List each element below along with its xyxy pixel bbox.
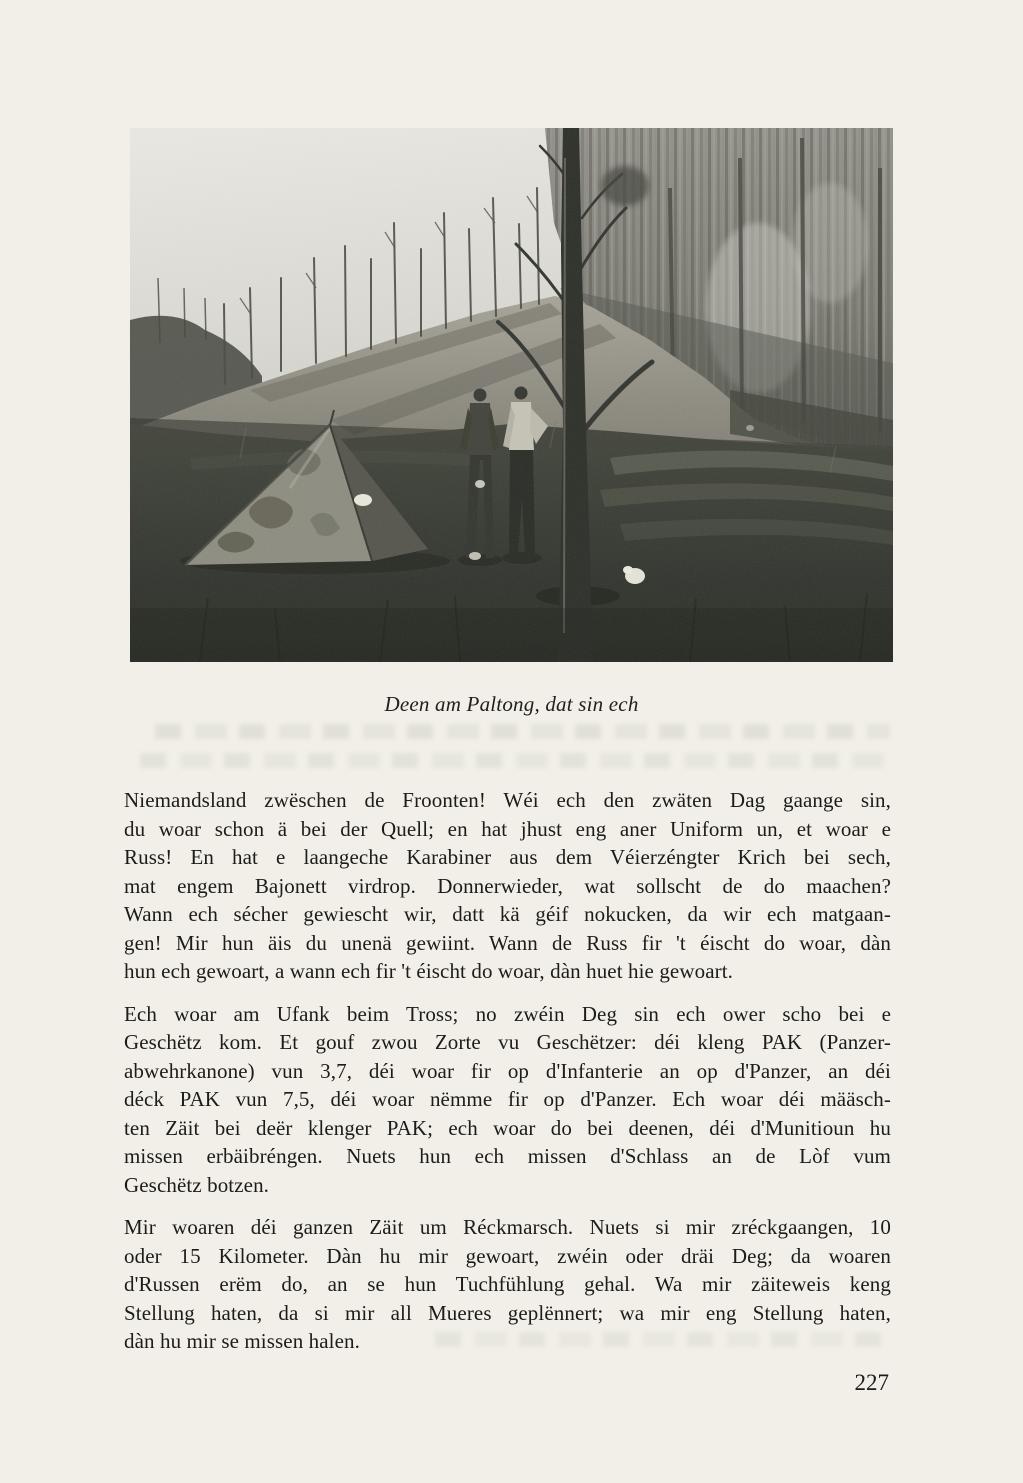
text-line: hun ech gewoart, a wann ech fir 't éischt do woar, dàn huet hie gewoart. xyxy=(124,959,734,983)
text-line: Ech woar am Ufank beim Tross; no zwéin Deg sin ech ower scho bei e xyxy=(124,1001,891,1026)
text-line: Russ! En hat e laangeche Karabiner aus dem Véierzéngter Krich bei sech, xyxy=(124,845,891,869)
text-line: gen! Mir hun äis du unenä gewiint. Wann de Russ fir 't éischt do woar, dàn xyxy=(124,930,891,955)
text-line: Wann ech sécher gewiescht wir, datt kä géif nokucken, da wir ech matgaan- xyxy=(124,902,891,926)
text-line: abwehrkanone) vun 3,7, déi woar fir op d'Infanterie an op d'Panzer, an déi xyxy=(124,1058,891,1083)
photo-illustration xyxy=(130,128,893,662)
paragraph xyxy=(124,1213,891,1356)
text-line: Niemandsland zwëschen de Froonten! Wéi ech den zwäten Dag gaange sin, xyxy=(124,788,891,812)
text-line: mat engem Bajonett virdrop. Donnerwieder, wat sollscht de do maachen? xyxy=(124,873,891,898)
page-number: 227 xyxy=(854,1370,889,1395)
text-line: du woar schon ä bei der Quell; en hat jhust eng aner Uniform un, et woar e xyxy=(124,816,891,841)
text-line: Stellung haten, da si mir all Mueres geplënnert; wa mir eng Stellung haten, xyxy=(124,1300,891,1325)
text-line: missen erbäibréngen. Nuets hun ech missen d'Schlass an de Lòf vum xyxy=(124,1144,891,1168)
body-text xyxy=(124,786,891,1370)
bleed-through-text xyxy=(140,753,890,768)
paragraph xyxy=(124,1000,891,1200)
text-line: dàn hu mir se missen halen. xyxy=(124,1329,360,1353)
text-line: Geschëtz botzen. xyxy=(124,1172,270,1197)
text-line: d'Russen erëm do, an se hun Tuchfühlung gehal. Wa mir zäiteweis keng xyxy=(124,1272,891,1296)
text-line: Mir woaren déi ganzen Zäit um Réckmarsch. Nuets si mir zréckgaangen, 10 xyxy=(124,1215,891,1239)
bleed-through-text xyxy=(155,724,890,739)
photograph xyxy=(130,128,893,662)
text-line: déck PAK vun 7,5, déi woar nëmme fir op d'Panzer. Ech woar déi määsch- xyxy=(124,1087,891,1111)
photo-caption: Deen am Paltong, dat sin ech xyxy=(384,692,639,716)
text-line: Geschëtz kom. Et gouf zwou Zorte vu Geschëtzer: déi kleng PAK (Panzer- xyxy=(124,1030,891,1054)
paragraph xyxy=(124,786,891,986)
text-line: oder 15 Kilometer. Dàn hu mir gewoart, zwéin oder dräi Deg; da woaren xyxy=(124,1243,891,1268)
text-line: ten Zäit bei deër klenger PAK; ech woar do bei deenen, déi d'Munitioun hu xyxy=(124,1115,891,1140)
